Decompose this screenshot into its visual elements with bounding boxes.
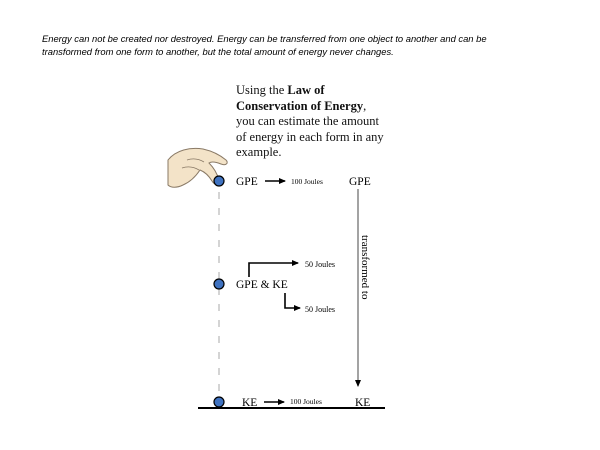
middle-gpe-value: 50 Joules [305, 260, 335, 269]
ke-split-arrow [285, 293, 300, 308]
transform-label: transformed to [359, 235, 371, 300]
caption-line-1: Energy can not be created nor destroyed. Energy can be transferred from one object to another and can be [42, 33, 487, 44]
ball-top [214, 176, 224, 186]
ball-bottom [214, 397, 224, 407]
top-energy-value: 100 Joules [291, 177, 323, 186]
bottom-stage-label: KE [242, 397, 258, 409]
law-name: Law of Conservation of Energy [236, 83, 364, 113]
caption-line-2: transformed from one form to another, but the total amount of energy never changes. [42, 46, 394, 57]
bottom-right-label: KE [355, 397, 371, 409]
top-right-label: GPE [349, 176, 371, 188]
bottom-energy-value: 100 Joules [290, 397, 322, 406]
middle-ke-value: 50 Joules [305, 305, 335, 314]
middle-stage-label: GPE & KE [236, 279, 288, 291]
intro-part-2: , you can estimate the amount of energy in each form in any example. [236, 98, 384, 159]
intro-part-1: Using the [236, 83, 288, 97]
ball-middle [214, 279, 224, 289]
top-stage-label: GPE [236, 176, 258, 188]
gpe-split-arrow [249, 263, 298, 277]
